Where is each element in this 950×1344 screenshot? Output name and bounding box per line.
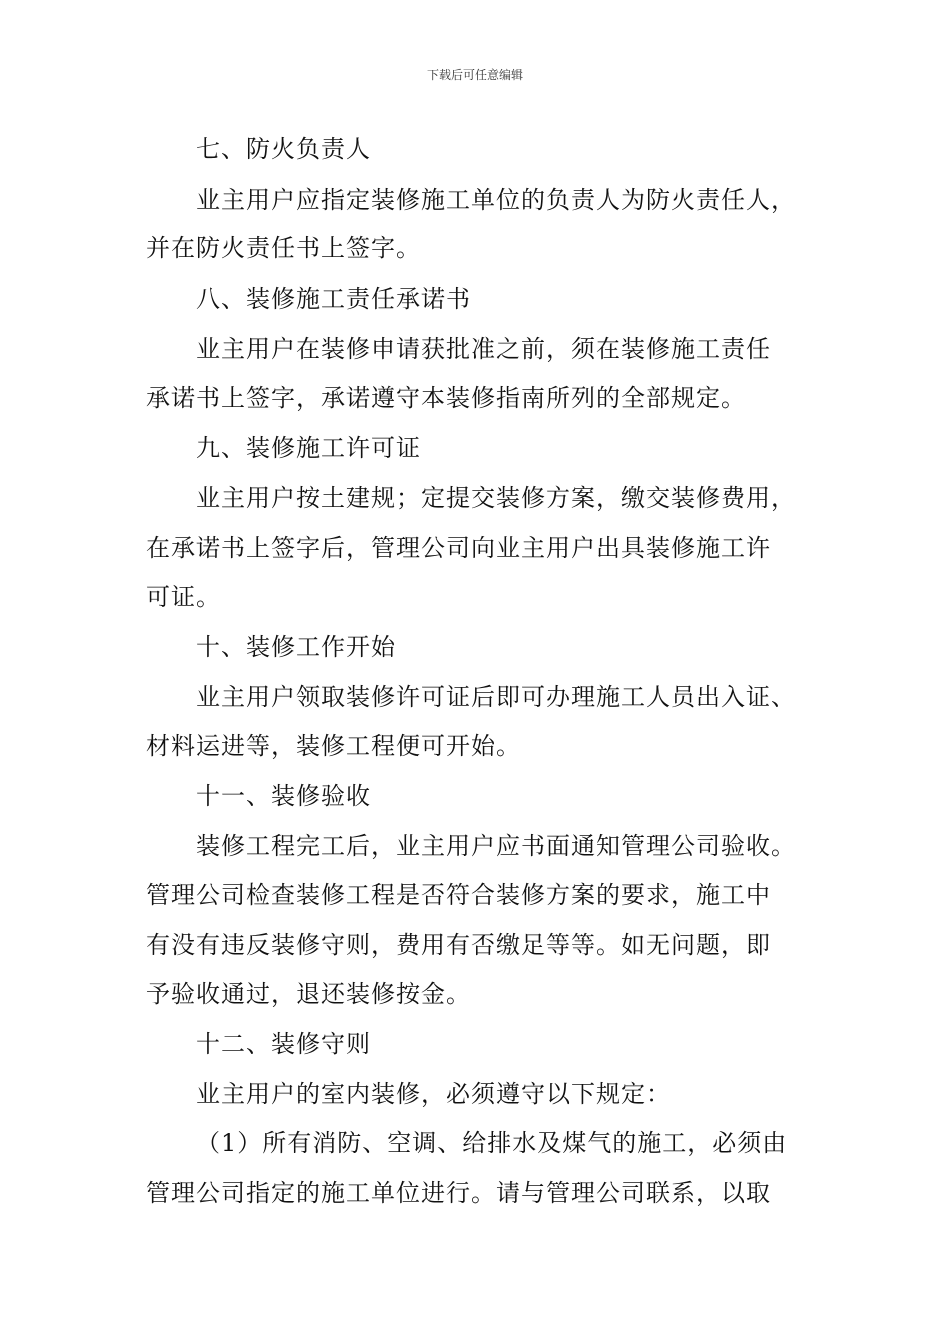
paragraph-line: 业主用户在装修申请获批准之前，须在装修施工责任 [196,335,771,363]
paragraph-line: 业主用户按土建规；定提交装修方案，缴交装修费用， [196,484,796,512]
section-heading: 九、装修施工许可证 [196,434,421,462]
section-heading: 十、装修工作开始 [196,633,396,661]
paragraph-line: 材料运进等，装修工程便可开始。 [146,732,521,760]
paragraph-line: 业主用户的室内装修，必须遵守以下规定： [196,1080,671,1108]
section-heading: 十二、装修守则 [196,1030,371,1058]
paragraph-line: 装修工程完工后，业主用户应书面通知管理公司验收。 [196,832,796,860]
list-item-line: （1）所有消防、空调、给排水及煤气的施工，必须由 [196,1129,788,1157]
paragraph-line: 业主用户领取装修许可证后即可办理施工人员出入证、 [196,683,796,711]
paragraph-line: 业主用户应指定装修施工单位的负责人为防火责任人， [196,186,796,214]
paragraph-line: 有没有违反装修守则，费用有否缴足等等。如无问题，即 [146,931,771,959]
paragraph-line: 可证。 [146,583,221,611]
page-header-note: 下载后可任意编辑 [426,68,523,82]
paragraph-line: 管理公司检查装修工程是否符合装修方案的要求，施工中 [146,881,771,909]
paragraph-line: 在承诺书上签字后，管理公司向业主用户出具装修施工许 [146,534,771,562]
list-item-line: 管理公司指定的施工单位进行。请与管理公司联系，以取 [146,1179,771,1207]
paragraph-line: 予验收通过，退还装修按金。 [146,980,471,1008]
section-heading: 七、防火负责人 [196,135,371,163]
paragraph-line: 承诺书上签字，承诺遵守本装修指南所列的全部规定。 [146,384,746,412]
section-heading: 八、装修施工责任承诺书 [196,285,471,313]
paragraph-line: 并在防火责任书上签字。 [146,234,421,262]
section-heading: 十一、装修验收 [196,782,371,810]
